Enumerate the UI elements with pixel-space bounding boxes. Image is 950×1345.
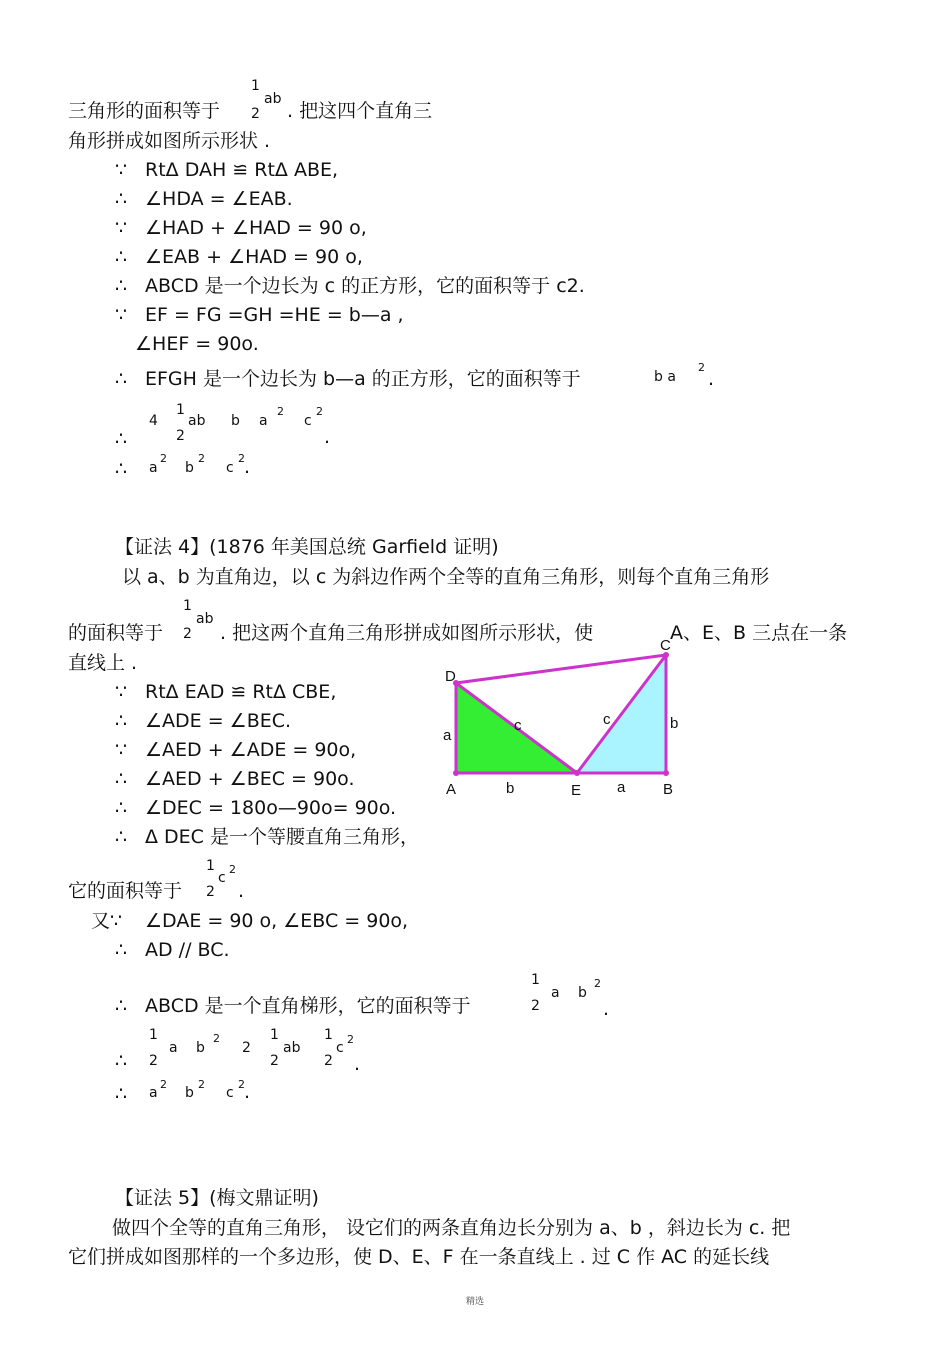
proof-step: EF = FG =GH =HE = b—a ,	[145, 304, 404, 326]
expr-term: b	[185, 460, 194, 476]
frac-den: 2	[183, 626, 192, 642]
expr-term: a	[169, 1040, 178, 1056]
therefore-symbol: ∴	[115, 458, 128, 480]
proof-step: ∠AED + ∠ADE = 90o,	[145, 739, 357, 761]
therefore-symbol: ∴	[115, 826, 128, 848]
proof-step: Δ DEC 是一个等腰直角三角形，	[145, 826, 419, 848]
superscript: 2	[229, 863, 236, 876]
expr-term: b	[578, 985, 587, 1001]
frac-ab: ab	[196, 611, 214, 627]
label-A: A	[446, 781, 457, 798]
paragraph-line: A、E、B 三点在一条	[670, 622, 848, 644]
expr-term: a	[149, 1085, 158, 1101]
therefore-symbol: ∴	[115, 1083, 128, 1105]
expr-term: 2	[242, 1040, 251, 1056]
expr-term: ab	[283, 1040, 301, 1056]
period: .	[354, 1053, 361, 1075]
because-symbol: ∵	[115, 304, 128, 326]
frac-num: 1	[206, 858, 215, 874]
expr-term: c	[218, 870, 226, 886]
therefore-symbol: ∴	[115, 428, 128, 450]
superscript: 2	[277, 405, 284, 418]
label-side-a-left: a	[443, 727, 452, 744]
frac-num: 1	[149, 1027, 158, 1043]
therefore-symbol: ∴	[115, 995, 128, 1017]
because-symbol: ∵	[115, 159, 128, 181]
therefore-symbol: ∴	[115, 368, 128, 390]
because-symbol: 又∵	[91, 910, 123, 932]
proof-step: RtΔ DAH ≌ RtΔ ABE,	[145, 159, 339, 181]
proof-step: ∠HAD + ∠HAD = 90 o,	[145, 217, 367, 239]
superscript: 2	[594, 977, 601, 990]
therefore-symbol: ∴	[115, 1050, 128, 1072]
therefore-symbol: ∴	[115, 275, 128, 297]
paragraph-line: . 把这两个直角三角形拼成如图所示形状，使	[220, 622, 594, 644]
expr-term: c	[304, 413, 312, 429]
label-C: C	[660, 640, 671, 654]
frac-den: 2	[251, 106, 260, 122]
line-text: . 把这四个直角三	[287, 100, 433, 122]
expr-term: c	[226, 1085, 234, 1101]
therefore-symbol: ∴	[115, 768, 128, 790]
paragraph-line: 它的面积等于	[68, 880, 183, 902]
period: .	[324, 426, 331, 448]
superscript: 2	[347, 1033, 354, 1046]
label-D: D	[445, 668, 456, 685]
frac-num: 1	[176, 402, 185, 418]
frac-den: 2	[324, 1053, 333, 1069]
label-B: B	[663, 781, 674, 798]
expr-term: b	[196, 1040, 205, 1056]
frac-num: 1	[531, 972, 540, 988]
paragraph-line: 直线上 .	[68, 652, 138, 674]
proof-step: ∠HDA = ∠EAB.	[145, 188, 293, 210]
superscript: 2	[198, 1078, 205, 1091]
expr-term: b	[185, 1085, 194, 1101]
superscript: 2	[160, 1078, 167, 1091]
superscript: 2	[316, 405, 323, 418]
therefore-symbol: ∴	[115, 188, 128, 210]
expr-term: a	[149, 460, 158, 476]
proof-step: ∠DEC = 180o—90o= 90o.	[145, 797, 397, 819]
garfield-trapezoid-figure	[430, 640, 700, 810]
label-side-c-right: c	[603, 711, 611, 728]
frac-den: 2	[206, 884, 215, 900]
expr-term: 4	[149, 413, 158, 429]
frac-den: 2	[270, 1053, 279, 1069]
frac-num: 1	[251, 78, 260, 94]
frac-num: 1	[270, 1027, 279, 1043]
line-text: 角形拼成如图所示形状 .	[68, 130, 271, 152]
therefore-symbol: ∴	[115, 797, 128, 819]
proof-step: ∠DAE = 90 o, ∠EBC = 90o,	[145, 910, 409, 932]
proof-step: AD // BC.	[145, 939, 230, 961]
paragraph-line: 做四个全等的直角三角形， 设它们的两条直角边长分别为 a、b ，斜边长为 c. 把	[112, 1217, 791, 1239]
therefore-symbol: ∴	[115, 710, 128, 732]
label-side-c-left: c	[514, 717, 522, 734]
because-symbol: ∵	[115, 217, 128, 239]
proof-step: ∠HEF = 90o.	[135, 333, 259, 355]
frac-den: 2	[531, 998, 540, 1014]
label-E: E	[571, 782, 582, 799]
superscript: 2	[238, 1078, 245, 1091]
paragraph-line: 的面积等于	[68, 622, 164, 644]
proof-step: RtΔ EAD ≌ RtΔ CBE,	[145, 681, 337, 703]
period: .	[238, 880, 245, 902]
superscript: 2	[198, 452, 205, 465]
expr-term: b	[231, 413, 240, 429]
frac-den: 2	[176, 428, 185, 444]
expr-term: a	[259, 413, 268, 429]
expr-term: ab	[188, 413, 206, 429]
period: .	[603, 998, 610, 1020]
paragraph-line: 它们拼成如图那样的一个多边形，使 D、E、F 在一条直线上 . 过 C 作 AC 的延长线	[68, 1246, 770, 1268]
frac-den: 2	[149, 1053, 158, 1069]
expr-term: c	[226, 460, 234, 476]
expr-term: c	[336, 1040, 344, 1056]
frac-ab: ab	[264, 91, 282, 107]
label-side-b-bottom: b	[506, 780, 515, 797]
line-area-text: 三角形的面积等于	[68, 100, 221, 122]
superscript: 2	[698, 361, 705, 374]
period: .	[244, 456, 251, 478]
proof-step: ∠ADE = ∠BEC.	[145, 710, 292, 732]
label-side-b-right: b	[670, 715, 679, 732]
frac-num: 1	[324, 1027, 333, 1043]
section-heading: 【证法 5】(梅文鼎证明)	[115, 1187, 319, 1209]
superscript: 2	[213, 1032, 220, 1045]
proof-step: EFGH 是一个边长为 b—a 的正方形，它的面积等于	[145, 368, 581, 390]
period: .	[244, 1081, 251, 1103]
therefore-symbol: ∴	[115, 939, 128, 961]
proof-step: ∠EAB + ∠HAD = 90 o,	[145, 246, 363, 268]
proof-step: ABCD 是一个直角梯形，它的面积等于	[145, 995, 471, 1017]
superscript: 2	[238, 452, 245, 465]
label-side-a-bottom: a	[617, 779, 626, 796]
paragraph-line: 以 a、b 为直角边，以 c 为斜边作两个全等的直角三角形，则每个直角三角形	[122, 566, 770, 588]
expr-term: a	[551, 985, 560, 1001]
frac-num: 1	[183, 598, 192, 614]
because-symbol: ∵	[115, 681, 128, 703]
proof-step: ABCD 是一个边长为 c 的正方形，它的面积等于 c2.	[145, 275, 585, 297]
therefore-symbol: ∴	[115, 246, 128, 268]
because-symbol: ∵	[115, 739, 128, 761]
page-footer: 精选	[466, 1297, 485, 1307]
section-heading: 【证法 4】(1876 年美国总统 Garfield 证明)	[115, 536, 499, 558]
superscript: 2	[160, 452, 167, 465]
period: .	[708, 368, 715, 390]
proof-step: ∠AED + ∠BEC = 90o.	[145, 768, 355, 790]
expr-b-a: b a	[654, 369, 676, 385]
